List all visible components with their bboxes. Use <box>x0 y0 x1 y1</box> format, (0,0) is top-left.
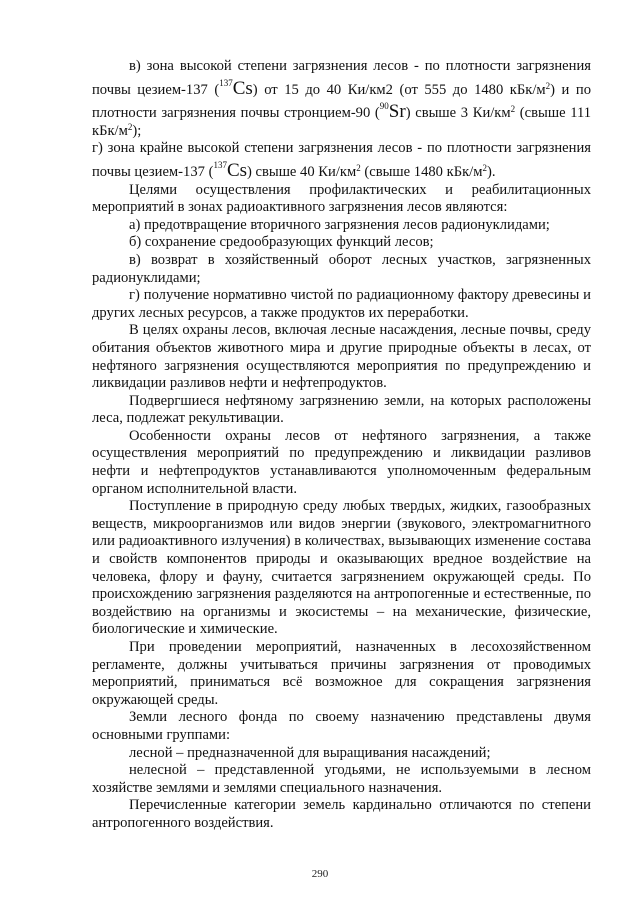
list-item-b: б) сохранение средообразующих функций лесов; <box>129 234 434 251</box>
paragraph-pollution-definition: Поступление в природную среду любых твердых, жидких, газообразных веществ, микроорганизмов или видов энергии (звукового, электромагнитного или радиоактивного излучения) в количествах, вызывающих изменение состава и свойств компонентов природы и оказывающих вредное воздействие на человека, флору и фауну, считается загрязнением окружающей среды. По происхождению загрязнения разделяются на антропогенные и естественные, по воздействию на организмы и экосистемы – на механические, физические, биологические и химические. <box>92 498 591 638</box>
isotope-cs137: $^{137}$Cs <box>219 77 253 99</box>
paragraph-zone-high: в) зона высокой степени загрязнения лесов - по плотности загрязнения почвы цезием-137 ($^{137}$Cs) от 15 до 40 Ки/км2 (от 555 до 1480 кБк/$м^2$) и по плотности загрязнения почвы стронцием-90 ($^{90}$Sr) свыше 3 $Ки/км^2$ (свыше 111 кБк/$м^2$); <box>92 58 591 139</box>
list-item-nonforest: нелесной – представленной угодьями, не используемыми в лесном хозяйстве землями и землями специального назначения. <box>92 762 591 796</box>
paragraph-land-groups: Земли лесного фонда по своему назначению представлены двумя основными группами: <box>92 709 591 743</box>
paragraph-goals: Целями осуществления профилактических и реабилитационных мероприятий в зонах радиоактивного загрязнения лесов являются: <box>92 181 591 216</box>
isotope-cs137: $^{137}$Cs <box>213 159 248 181</box>
paragraph-oil-protection: В целях охраны лесов, включая лесные насаждения, лесные почвы, среду обитания объектов животного мира и другие природные объекты в лесах, от нефтяного загрязнения осуществляются мероприятия по предупреждению и ликвидации разливов нефти и нефтепродуктов. <box>92 322 591 392</box>
list-item-forest: лесной – предназначенной для выращивания насаждений; <box>129 744 491 761</box>
paragraph-recultivation: Подвергшиеся нефтяному загрязнению земли, на которых расположены леса, подлежат рекультивации. <box>92 392 591 427</box>
paragraph-oil-features: Особенности охраны лесов от нефтяного загрязнения, а также осуществления мероприятий по предупреждению и ликвидации разливов нефти и нефтепродуктов устанавливаются уполномоченным федеральным органом исполнительной власти. <box>92 427 591 497</box>
paragraph-measures: При проведении мероприятий, назначенных в лесохозяйственном регламенте, должны учитываться причины загрязнения от проводимых мероприятий, приниматься всё возможное для сокращения загрязнения окружающей среды. <box>92 639 591 708</box>
page-number: 290 <box>311 868 329 880</box>
paragraph-zone-extreme: г) зона крайне высокой степени загрязнения лесов - по плотности загрязнения почвы цезием-137 ($^{137}$Cs) свыше 40 $Ки/км^2$ (свыше 1480 кБк/$м^2$). <box>92 140 591 181</box>
isotope-sr90: $^{90}$Sr <box>379 101 406 123</box>
paragraph-categories: Перечисленные категории земель кардинально отличаются по степени антропогенного воздействия. <box>92 797 591 831</box>
list-item-v: в) возврат в хозяйственный оборот лесных участков, загрязненных радионуклидами; <box>92 251 591 286</box>
document-page <box>92 58 591 833</box>
list-item-a: а) предотвращение вторичного загрязнения лесов радионуклидами; <box>129 216 550 233</box>
list-item-g: г) получение нормативно чистой по радиационному фактору древесины и других лесных ресурсов, а также продуктов их переработки. <box>92 287 591 321</box>
